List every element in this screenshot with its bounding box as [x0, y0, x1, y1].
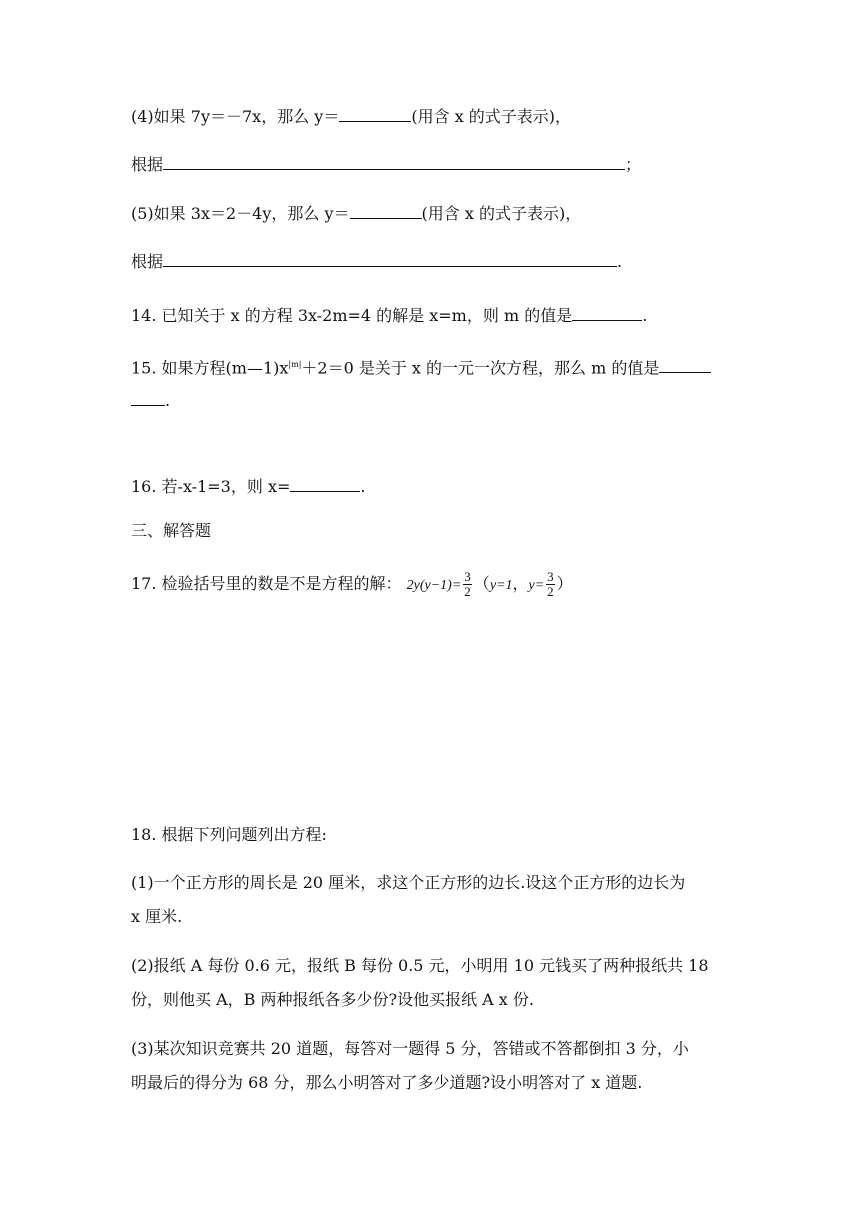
equation: 2y(y−1)=: [406, 578, 462, 593]
question-16: 16. 若-x-1=3，则 x= .: [131, 477, 366, 496]
q18-part2: (2)报纸 A 每份 0.6 元，报纸 B 每份 0.5 元，小明用 10 元钱买了两种报纸共 18: [131, 956, 709, 975]
answer-blank[interactable]: [163, 252, 617, 267]
value-1: y=1: [489, 578, 513, 593]
q18-part2-cont: 份，则他买 A，B 两种报纸各多少份?设他买报纸 A x 份.: [131, 990, 534, 1009]
fraction: $\frac{3}{2}$: [464, 569, 471, 599]
question-14: 14. 已知关于 x 的方程 3x-2m=4 的解是 x=m，则 m 的值是 .: [131, 306, 648, 325]
q18-part1-cont: x 厘米.: [131, 907, 183, 926]
question-15: 15. 如果方程$(m—1)x^{|m|}+2=0$ 是关于 x 的一元一次方程，那么 m 的值是: [131, 354, 711, 379]
question-15-cont: .: [131, 390, 170, 412]
q13-part5: (5)如果 3x＝2－4y，那么 y＝ (用含 x 的式子表示)，: [131, 204, 582, 223]
q13-part5-basis: 根据 .: [131, 252, 623, 271]
q18-part3: (3)某次知识竞赛共 20 道题，每答对一题得 5 分，答错或不答都倒扣 3 分，小: [131, 1039, 689, 1058]
q18-part3-cont: 明最后的得分为 68 分，那么小明答对了多少道题?设小明答对了 x 道题.: [131, 1073, 643, 1092]
answer-blank[interactable]: [659, 358, 711, 373]
section-heading: 三、解答题: [131, 521, 212, 540]
q13-part4-basis: 根据 ；: [131, 155, 642, 174]
answer-blank[interactable]: [131, 391, 165, 406]
answer-blank[interactable]: [290, 477, 360, 492]
q18-part1: (1)一个正方形的周长是 20 厘米，求这个正方形的边长.设这个正方形的边长为: [131, 873, 686, 892]
q13-part4: (4)如果 7y＝－7x，那么 y＝ (用含 x 的式子表示)，: [131, 107, 572, 126]
fraction-2: $\frac{3}{2}$: [547, 569, 554, 599]
answer-blank[interactable]: [163, 155, 625, 170]
answer-blank[interactable]: [572, 306, 642, 321]
question-18-title: 18. 根据下列问题列出方程:: [131, 825, 327, 844]
question-17: 17. 检验括号里的数是不是方程的解： 2y(y−1)= $\frac{3}{2}$ （y=1，y= $\frac{3}{2}$ ）: [131, 569, 573, 599]
answer-blank[interactable]: [339, 107, 411, 122]
answer-blank[interactable]: [350, 204, 422, 219]
value-2: y=: [528, 578, 545, 593]
